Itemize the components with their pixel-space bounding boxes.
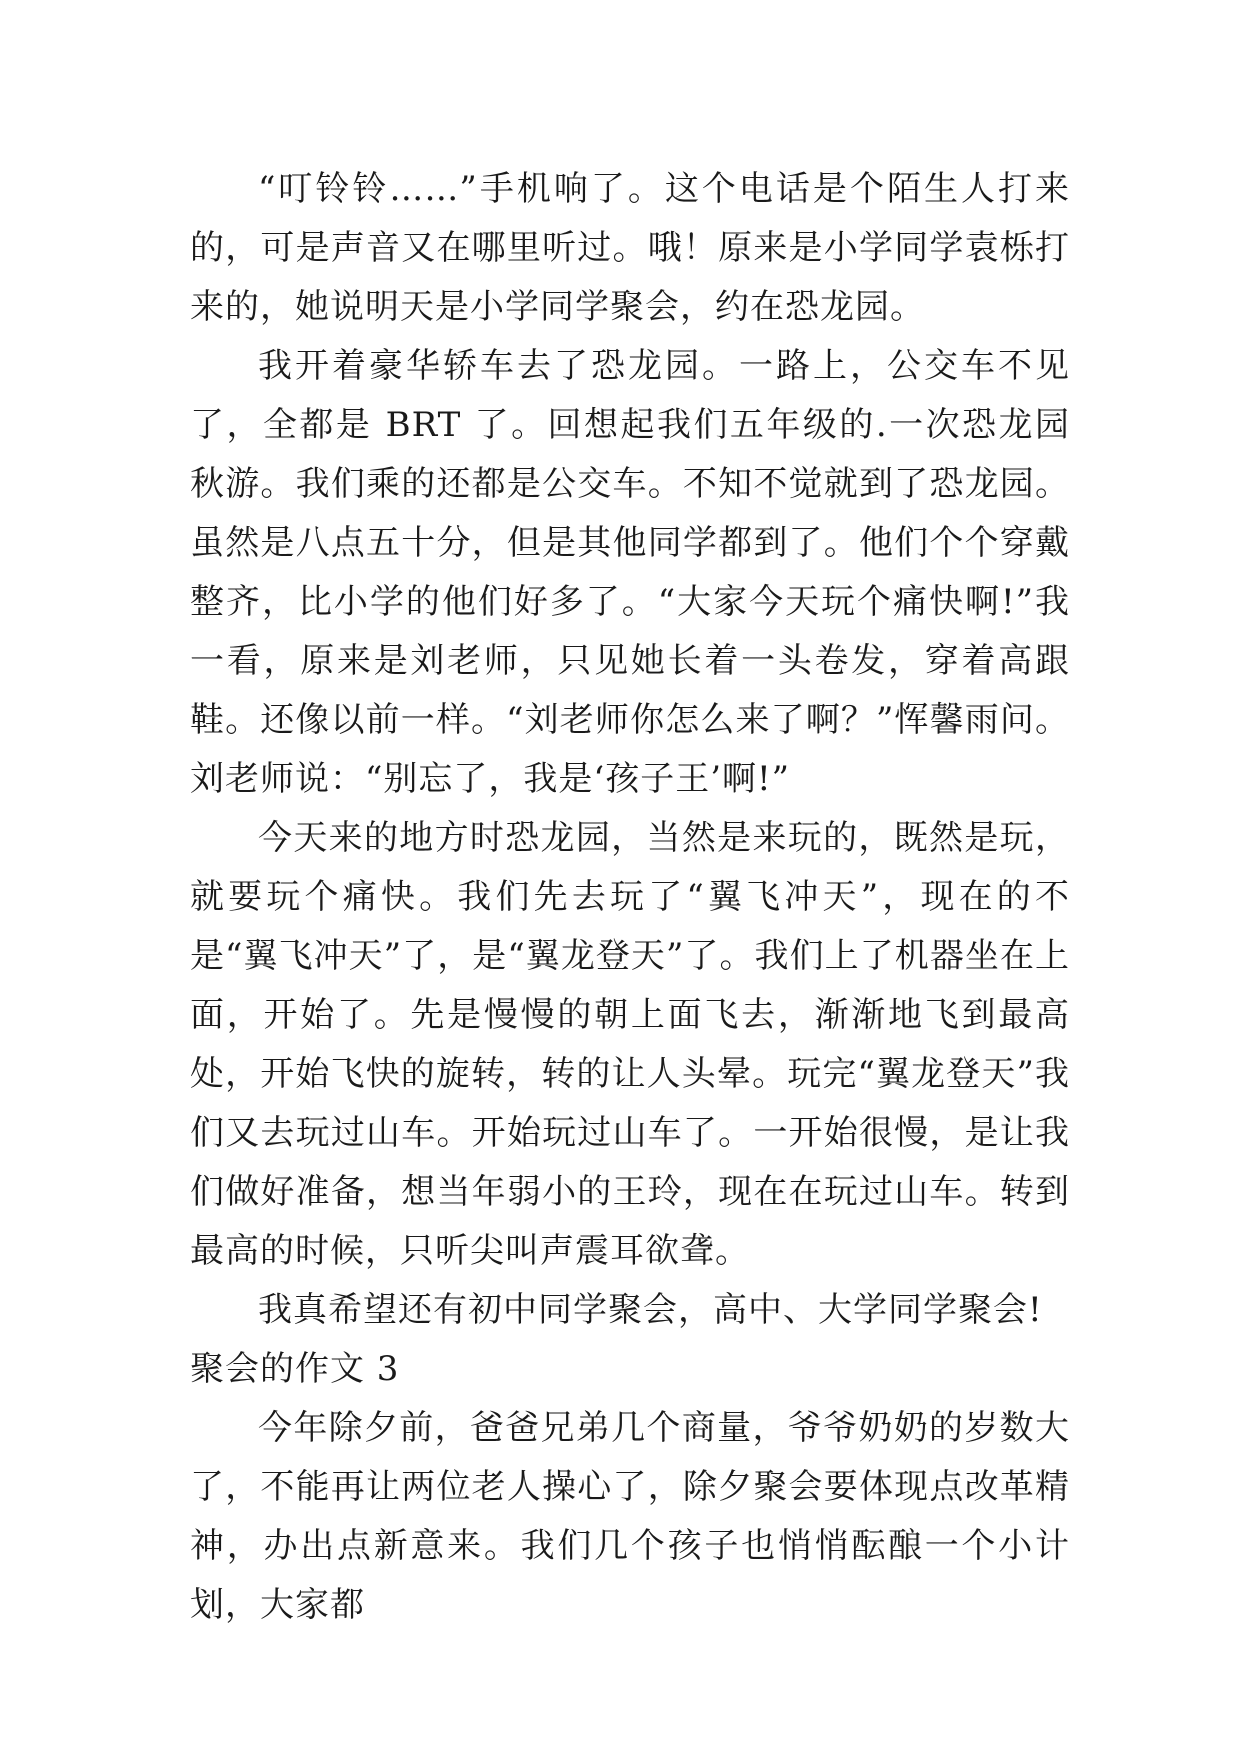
paragraph-rides: 今天来的地方时恐龙园，当然是来玩的，既然是玩，就要玩个痛快。我们先去玩了“翼飞冲天”，现在的不是“翼飞冲天”了，是“翼龙登天”了。我们上了机器坐在上面，开始了。先是慢慢的朝上面飞去，渐渐地飞到最高处，开始飞快的旋转，转的让人头晕。玩完“翼龙登天”我们又去玩过山车。开始玩过山车了。一开始很慢，是让我们做好准备，想当年弱小的王玲，现在在玩过山车。转到最高的时候，只听尖叫声震耳欲聋。 bbox=[190, 818, 1070, 1271]
section-heading: 聚会的作文 3 bbox=[190, 1349, 400, 1389]
paragraph-new-year: 今年除夕前，爸爸兄弟几个商量，爷爷奶奶的岁数大了，不能再让两位老人操心了，除夕聚会要体现点改革精神，办出点新意来。我们几个孩子也悄悄酝酿一个小计划，大家都 bbox=[190, 1408, 1070, 1625]
paragraph-phone-call: “叮铃铃……”手机响了。这个电话是个陌生人打来的，可是声音又在哪里听过。哦！原来是小学同学袁栎打来的，她说明天是小学同学聚会，约在恐龙园。 bbox=[190, 169, 1070, 327]
paragraph-dinosaur-park: 我开着豪华轿车去了恐龙园。一路上，公交车不见了，全都是 BRT 了。回想起我们五年级的.一次恐龙园秋游。我们乘的还都是公交车。不知不觉就到了恐龙园。虽然是八点五十分，但是其他同学都到了。他们个个穿戴整齐，比小学的他们好多了。“大家今天玩个痛快啊!”我一看，原来是刘老师，只见她长着一头卷发，穿着高跟鞋。还像以前一样。“刘老师你怎么来了啊？”恽馨雨问。刘老师说：“别忘了，我是‘孩子王’啊!” bbox=[190, 346, 1070, 799]
paragraph-wish: 我真希望还有初中同学聚会，高中、大学同学聚会! bbox=[258, 1290, 1043, 1330]
document-body bbox=[190, 160, 1070, 1635]
